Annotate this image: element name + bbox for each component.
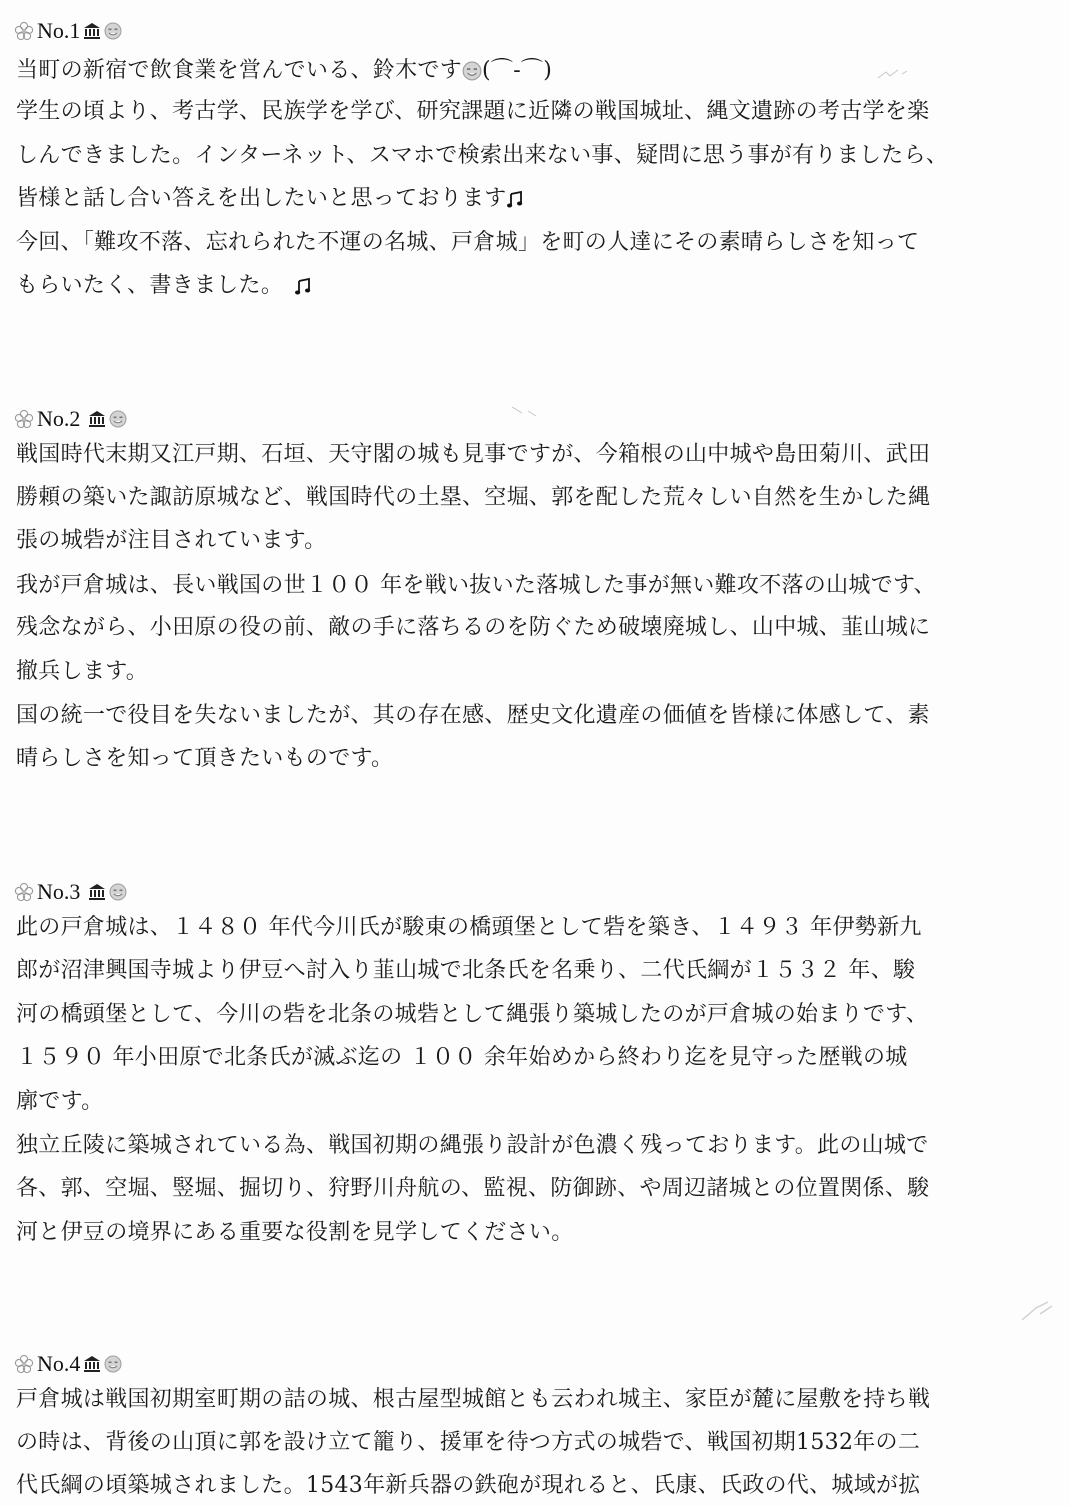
text-line: 郎が沼津興国寺城より伊豆へ討入り韮山城で北条氏を名乗り、二代氏綱が１５３２ 年、駿 (16, 958, 916, 983)
text-line: の時は、背後の山頂に郭を設け立て籠り、援軍を待つ方式の城砦で、戦国初期1532年の二 (16, 1430, 921, 1455)
text-line: 張の城砦が注目されています。 (16, 528, 327, 553)
grinning-face-icon (104, 1355, 122, 1373)
text-line: 勝頼の築いた諏訪原城など、戦国時代の土塁、空堀、郭を配した荒々しい自然を生かした縄 (16, 485, 931, 510)
text-line: 戸倉城は戦国初期室町期の詰の城、根古屋型城館とも云われ城主、家臣が麓に屋敷を持ち戦 (16, 1387, 931, 1412)
section-number: No.1 (37, 18, 81, 43)
scan-mark (510, 405, 540, 419)
flower-icon (14, 882, 34, 902)
text-line: 残念ながら、小田原の役の前、敵の手に落ちるのを防ぐため破壊廃城し、山中城、韮山城に (16, 615, 931, 640)
section-number: No.3 (37, 879, 81, 904)
text-line: しんできました。インターネット、スマホで検索出来ない事、疑問に思う事が有りましたら、 (16, 143, 949, 168)
music-note-icon (295, 277, 313, 295)
scan-mark (1018, 1296, 1058, 1326)
text-line: 廓です。 (16, 1089, 104, 1114)
monument-icon (83, 22, 101, 40)
text-line: 晴らしさを知って頂きたいものです。 (16, 746, 394, 771)
text-line: もらいたく、書きました。 (16, 271, 313, 301)
monument-icon (83, 1355, 101, 1373)
grinning-face-icon (462, 61, 482, 81)
text-line: 学生の頃より、考古学、民族学を学び、研究課題に近隣の戦国城址、縄文遺跡の考古学を楽 (16, 99, 930, 124)
flower-icon (14, 21, 34, 41)
text-line: 此の戸倉城は、１４８０ 年代今川氏が駿東の橋頭堡として砦を築き、１４９３ 年伊勢新九 (16, 915, 922, 940)
grinning-face-icon (109, 410, 127, 428)
scan-mark (876, 66, 910, 82)
text-line: 各、郭、空堀、竪堀、掘切り、狩野川舟航の、監視、防御跡、や周辺諸城との位置関係、駿 (16, 1176, 930, 1201)
monument-icon (88, 410, 106, 428)
text-line: １５９０ 年小田原で北条氏が滅ぶ迄の １００ 余年始めから終わり迄を見守った歴戦の城 (16, 1045, 908, 1070)
section-heading (14, 1351, 122, 1377)
text-line: 撤兵します。 (16, 659, 149, 684)
music-note-icon (507, 190, 525, 208)
text-line: 皆様と話し合い答えを出したいと思っております (16, 184, 525, 214)
section-heading (14, 18, 122, 44)
section-heading (14, 406, 127, 432)
text-line: 戦国時代末期又江戸期、石垣、天守閣の城も見事ですが、今箱根の山中城や島田菊川、武田 (16, 442, 931, 467)
flower-icon (14, 409, 34, 429)
monument-icon (88, 883, 106, 901)
text-line: 我が戸倉城は、長い戦国の世１００ 年を戦い抜いた落城した事が無い難攻不落の山城です、 (16, 573, 936, 598)
text-line: 代氏綱の頃築城されました。1543年新兵器の鉄砲が現れると、氏康、氏政の代、城域が拡 (16, 1473, 921, 1498)
section-number: No.4 (37, 1351, 81, 1376)
flower-icon (14, 1354, 34, 1374)
grinning-face-icon (104, 22, 122, 40)
section-number: No.2 (37, 406, 81, 431)
text-line: 河と伊豆の境界にある重要な役割を見学してください。 (16, 1220, 574, 1245)
text-line: 国の統一で役目を失ないましたが、其の存在感、歴史文化遺産の価値を皆様に体感して、素 (16, 703, 930, 728)
text-line: 今回、「難攻不落、忘れられた不運の名城、戸倉城」を町の人達にその素晴らしさを知って (16, 230, 920, 255)
section-heading (14, 879, 127, 905)
grinning-face-icon (109, 883, 127, 901)
text-line: 河の橋頭堡として、今川の砦を北条の城砦として縄張り築城したのが戸倉城の始まりです、 (16, 1002, 929, 1027)
text-line: 当町の新宿で飲食業を営んでいる、鈴木です (⌒-⌒) (16, 58, 553, 83)
text-line: 独立丘陵に築城されている為、戦国初期の縄張り設計が色濃く残っております。此の山城で (16, 1133, 929, 1158)
